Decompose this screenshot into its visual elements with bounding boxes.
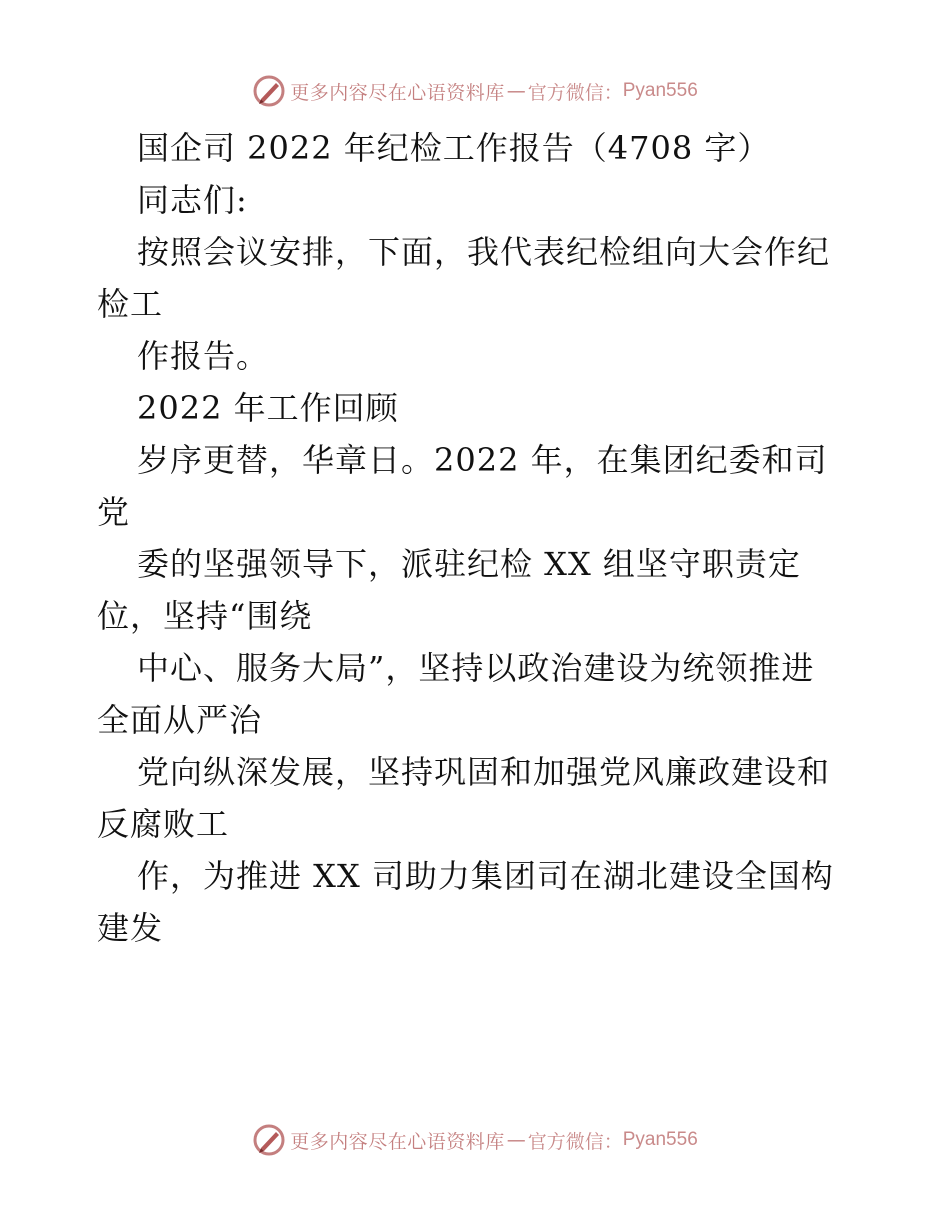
document-line: 中心、服务大局”，坚持以政治建设为统领推进 [137,649,815,687]
document-line: 全面从严治 [97,701,263,739]
pen-logo-icon [252,1123,286,1157]
document-line: 反腐败工 [97,805,230,843]
document-line: 党 [97,493,131,531]
pen-logo-icon [252,74,286,108]
watermark-dash: — [506,80,526,102]
footer-watermark [0,1120,950,1160]
document-line: 作报告。 [137,337,270,375]
document-line: 建发 [97,909,164,947]
document-line: 党向纵深发展，坚持巩固和加强党风廉政建设和 [137,753,831,791]
document-line: 按照会议安排，下面，我代表纪检组向大会作纪 [137,233,831,271]
watermark-id: Pyan556 [622,80,698,101]
document-line: 同志们: [137,181,248,219]
watermark-main-text: 更多内容尽在心语资料库 [290,1130,505,1153]
watermark-dash: — [506,1129,526,1151]
header-watermark [0,71,950,111]
document-line: 作，为推进 XX 司助力集团司在湖北建设全国构 [137,857,834,895]
document-line: 位，坚持“围绕 [97,597,313,635]
document-line: 检工 [97,285,164,323]
document-line: 委的坚强领导下，派驻纪检 XX 组坚守职责定 [137,545,801,583]
watermark-main-text: 更多内容尽在心语资料库 [290,81,505,104]
document-line: 2022 年工作回顾 [137,389,399,427]
watermark-sub-text: 官方微信： [527,81,623,104]
document-line: 国企司 2022 年纪检工作报告（4708 字） [137,129,771,167]
document-body [97,122,867,954]
watermark-sub-text: 官方微信： [527,1130,623,1153]
document-line: 岁序更替，华章日。2022 年，在集团纪委和司 [137,441,828,479]
watermark-id: Pyan556 [622,1129,698,1150]
